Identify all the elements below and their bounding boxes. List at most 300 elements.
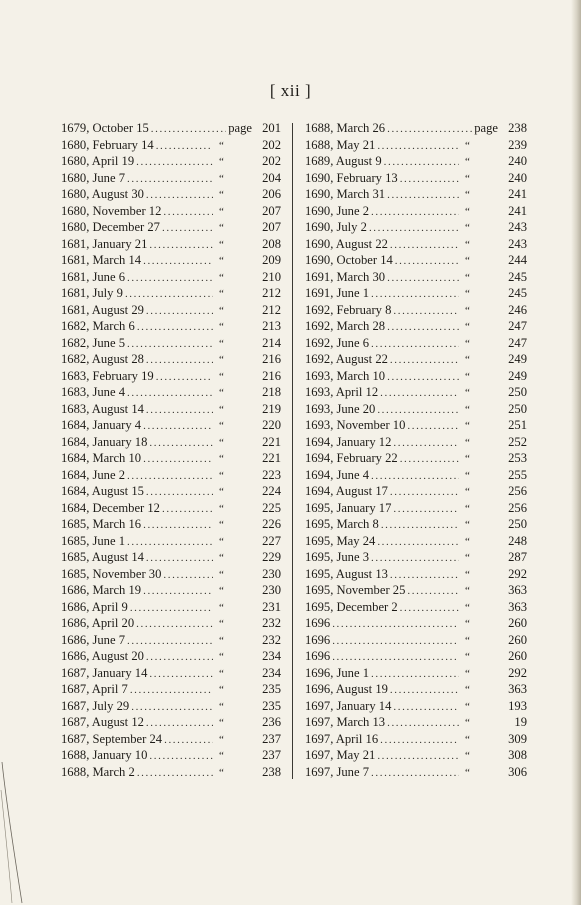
page-word: page <box>474 121 498 135</box>
entry-date: 1693, March 10 <box>305 368 386 383</box>
page-reference: 238 <box>508 121 527 135</box>
dot-leader <box>149 668 213 680</box>
page-reference: 235 <box>262 682 281 696</box>
entry-date: 1694, February 22 <box>305 451 398 465</box>
ditto-mark: “ <box>219 387 224 399</box>
dot-leader <box>127 387 213 399</box>
entry-date: 1688, January 10 <box>61 748 148 762</box>
page-reference: 363 <box>508 583 527 597</box>
index-entry <box>61 253 281 270</box>
dot-leader <box>163 206 213 218</box>
entry-date: 1685, November 30 <box>61 566 162 581</box>
page-reference: 247 <box>508 335 527 350</box>
page-reference: 206 <box>262 187 281 201</box>
dot-leader <box>407 585 459 597</box>
page-reference: 363 <box>508 682 527 696</box>
ditto-mark: “ <box>465 321 470 333</box>
index-entry <box>61 270 281 287</box>
page-reference: 232 <box>262 616 281 630</box>
index-entry <box>61 121 281 138</box>
index-entry <box>61 534 281 551</box>
index-entry <box>61 567 281 584</box>
dot-leader <box>371 338 459 350</box>
entry-date: 1686, June 7 <box>61 632 126 647</box>
ditto-mark: “ <box>465 733 470 746</box>
page-reference: 202 <box>262 137 281 152</box>
dot-leader <box>136 156 213 168</box>
ditto-mark: “ <box>465 205 470 218</box>
index-entry <box>61 748 281 765</box>
ditto-mark: “ <box>219 222 224 234</box>
dot-leader <box>384 156 459 168</box>
page-reference: 252 <box>508 434 527 449</box>
page-reference: 240 <box>508 154 527 168</box>
ditto-mark: “ <box>219 651 224 663</box>
page-reference: 204 <box>262 170 281 185</box>
dot-leader <box>390 684 459 696</box>
ditto-mark: “ <box>219 370 224 383</box>
entry-date: 1696, August 19 <box>305 682 388 696</box>
page-reference: 309 <box>508 731 527 746</box>
ditto-mark: “ <box>465 453 470 465</box>
ditto-mark: “ <box>465 189 470 201</box>
page-reference: 207 <box>262 220 281 234</box>
index-entry <box>61 187 281 204</box>
page-reference: 210 <box>262 269 281 284</box>
page-reference: 246 <box>508 302 527 317</box>
entry-date: 1697, June 7 <box>305 764 370 779</box>
dot-leader <box>137 321 213 333</box>
ditto-mark: “ <box>219 766 224 779</box>
index-entry <box>305 138 527 155</box>
page-reference: 248 <box>508 533 527 548</box>
index-entry <box>305 319 527 336</box>
ditto-mark: “ <box>465 568 470 581</box>
index-entry <box>61 204 281 221</box>
index-entry <box>305 253 527 270</box>
ditto-mark: “ <box>219 667 224 680</box>
ditto-mark: “ <box>465 651 470 663</box>
entry-date: 1696 <box>305 649 331 663</box>
dot-leader <box>164 734 213 746</box>
dot-leader <box>387 189 459 201</box>
ditto-mark: “ <box>219 271 224 284</box>
ditto-mark: “ <box>465 288 470 300</box>
page-reference: 218 <box>262 385 281 399</box>
entry-date: 1690, March 31 <box>305 187 386 201</box>
index-entry <box>305 336 527 353</box>
dot-leader <box>407 420 459 432</box>
page-reference: 260 <box>508 616 527 630</box>
dot-leader <box>377 536 459 548</box>
entry-date: 1692, August 22 <box>305 352 388 366</box>
dot-leader <box>332 635 459 647</box>
entry-date: 1682, March 6 <box>61 319 135 333</box>
ditto-mark: “ <box>219 172 224 185</box>
entry-date: 1686, August 20 <box>61 649 144 663</box>
ditto-mark: “ <box>465 337 470 350</box>
page-reference: 202 <box>262 154 281 168</box>
dot-leader <box>371 206 459 218</box>
ditto-mark: “ <box>465 502 470 515</box>
page-reference: 208 <box>262 236 281 251</box>
page-reference: 241 <box>508 187 527 201</box>
dot-leader <box>146 486 213 498</box>
entry-date: 1680, August 30 <box>61 187 144 201</box>
ditto-mark: “ <box>219 304 224 317</box>
page-reference: 253 <box>508 451 527 465</box>
ditto-mark: “ <box>465 667 470 680</box>
page-reference: 226 <box>262 517 281 531</box>
margin-pencil-mark <box>0 760 24 905</box>
ditto-mark: “ <box>465 634 470 647</box>
entry-date: 1690, August 22 <box>305 236 388 251</box>
entry-date: 1697, March 13 <box>305 715 386 729</box>
index-entry <box>305 303 527 320</box>
entry-date: 1680, December 27 <box>61 220 160 234</box>
index-entry <box>305 352 527 369</box>
entry-date: 1696, June 1 <box>305 665 370 680</box>
entry-date: 1689, August 9 <box>305 154 382 168</box>
ditto-mark: “ <box>219 535 224 548</box>
page-reference: 245 <box>508 269 527 284</box>
index-entry <box>61 517 281 534</box>
index-entry <box>305 666 527 683</box>
index-entry <box>61 633 281 650</box>
entry-date: 1696 <box>305 616 331 630</box>
ditto-mark: “ <box>219 453 224 465</box>
index-entry <box>305 121 527 138</box>
dot-leader <box>146 717 213 729</box>
index-entry <box>61 418 281 435</box>
entry-date: 1695, June 3 <box>305 550 370 564</box>
page-reference: 363 <box>508 599 527 614</box>
page-reference: 235 <box>262 698 281 713</box>
ditto-mark: “ <box>465 535 470 548</box>
dot-leader <box>390 239 459 251</box>
entry-date: 1691, June 1 <box>305 286 370 300</box>
dot-leader <box>377 140 459 152</box>
ditto-mark: “ <box>465 486 470 498</box>
ditto-mark: “ <box>465 585 470 597</box>
ditto-mark: “ <box>465 222 470 234</box>
dot-leader <box>136 618 213 630</box>
index-entry <box>305 732 527 749</box>
ditto-mark: “ <box>465 238 470 251</box>
dot-leader <box>393 437 459 449</box>
page-reference: 256 <box>508 484 527 498</box>
index-entry <box>305 402 527 419</box>
index-entry <box>305 534 527 551</box>
index-entry <box>305 567 527 584</box>
index-entry <box>305 286 527 303</box>
page-reference: 249 <box>508 352 527 366</box>
entry-date: 1687, April 7 <box>61 682 128 696</box>
index-entry <box>305 154 527 171</box>
entry-date: 1685, June 1 <box>61 533 126 548</box>
ditto-mark: “ <box>465 172 470 185</box>
index-entry <box>61 682 281 699</box>
date-index-table <box>0 121 581 781</box>
entry-date: 1686, April 9 <box>61 599 128 614</box>
entry-date: 1686, April 20 <box>61 616 135 630</box>
page-reference: 243 <box>508 220 527 234</box>
entry-date: 1681, January 21 <box>61 236 148 251</box>
index-entry <box>61 715 281 732</box>
dot-leader <box>371 552 459 564</box>
dot-leader <box>156 371 213 383</box>
dot-leader <box>162 222 213 234</box>
ditto-mark: “ <box>465 436 470 449</box>
index-entry <box>61 550 281 567</box>
index-entry <box>305 369 527 386</box>
right-column <box>305 121 527 781</box>
dot-leader <box>393 305 459 317</box>
page-word: page <box>228 121 252 135</box>
dot-leader <box>146 651 213 663</box>
index-entry <box>305 418 527 435</box>
dot-leader <box>156 140 213 152</box>
dot-leader <box>390 354 459 366</box>
index-entry <box>305 220 527 237</box>
page-reference: 237 <box>262 731 281 746</box>
ditto-mark: “ <box>219 717 224 729</box>
entry-date: 1690, July 2 <box>305 220 367 234</box>
page-reference: 256 <box>508 500 527 515</box>
entry-date: 1697, April 16 <box>305 731 379 746</box>
index-entry <box>61 501 281 518</box>
page-reference: 221 <box>262 451 281 465</box>
entry-date: 1684, August 15 <box>61 484 144 498</box>
index-entry <box>61 237 281 254</box>
entry-date: 1693, November 10 <box>305 418 406 432</box>
index-entry <box>61 666 281 683</box>
entry-date: 1691, March 30 <box>305 269 386 284</box>
page-reference: 260 <box>508 649 527 663</box>
ditto-mark: “ <box>465 420 470 432</box>
ditto-mark: “ <box>465 304 470 317</box>
page-reference: 224 <box>262 484 281 498</box>
dot-leader <box>127 338 213 350</box>
dot-leader <box>395 255 459 267</box>
dot-leader <box>371 767 459 779</box>
page-reference: 230 <box>262 566 281 581</box>
entry-date: 1690, October 14 <box>305 253 393 267</box>
ditto-mark: “ <box>219 420 224 432</box>
entry-date: 1681, March 14 <box>61 253 142 267</box>
entry-date: 1697, January 14 <box>305 698 392 713</box>
ditto-mark: “ <box>219 288 224 300</box>
dot-leader <box>377 750 459 762</box>
column-divider <box>292 123 293 779</box>
entry-date: 1692, March 28 <box>305 319 386 333</box>
page-reference: 292 <box>508 566 527 581</box>
entry-date: 1681, July 9 <box>61 286 123 300</box>
page-reference: 234 <box>262 649 281 663</box>
dot-leader <box>151 123 226 135</box>
dot-leader <box>371 288 459 300</box>
dot-leader <box>127 173 213 185</box>
index-entry <box>61 402 281 419</box>
page-reference: 238 <box>262 764 281 779</box>
index-entry <box>305 501 527 518</box>
page-reference: 230 <box>262 583 281 597</box>
index-entry <box>61 699 281 716</box>
index-entry <box>61 385 281 402</box>
index-entry <box>61 336 281 353</box>
index-entry <box>61 732 281 749</box>
page-reference: 216 <box>262 368 281 383</box>
ditto-mark: “ <box>465 255 470 267</box>
dot-leader <box>390 486 459 498</box>
page-reference: 241 <box>508 203 527 218</box>
index-entry <box>61 484 281 501</box>
page-reference: 231 <box>262 599 281 614</box>
index-entry <box>61 451 281 468</box>
ditto-mark: “ <box>219 502 224 515</box>
entry-date: 1696 <box>305 632 331 647</box>
dot-leader <box>332 651 459 663</box>
index-entry <box>61 286 281 303</box>
entry-date: 1692, February 8 <box>305 302 392 317</box>
dot-leader <box>137 767 213 779</box>
index-entry <box>305 385 527 402</box>
dot-leader <box>146 354 213 366</box>
ditto-mark: “ <box>219 486 224 498</box>
page-reference: 227 <box>262 533 281 548</box>
page-reference: 245 <box>508 286 527 300</box>
dot-leader <box>146 404 213 416</box>
ditto-mark: “ <box>219 321 224 333</box>
entry-date: 1684, December 12 <box>61 500 160 515</box>
ditto-mark: “ <box>219 684 224 696</box>
index-entry <box>305 270 527 287</box>
entry-date: 1685, August 14 <box>61 550 144 564</box>
entry-date: 1687, January 14 <box>61 665 148 680</box>
dot-leader <box>130 684 213 696</box>
page-reference: 306 <box>508 764 527 779</box>
dot-leader <box>131 701 213 713</box>
index-entry <box>61 435 281 452</box>
ditto-mark: “ <box>465 601 470 614</box>
index-entry <box>61 352 281 369</box>
index-entry <box>61 649 281 666</box>
dot-leader <box>125 288 213 300</box>
left-column <box>61 121 281 781</box>
page-reference: 239 <box>508 137 527 152</box>
index-entry <box>61 583 281 600</box>
entry-date: 1687, August 12 <box>61 715 144 729</box>
page-reference: 225 <box>262 500 281 515</box>
dot-leader <box>387 321 459 333</box>
page-reference: 244 <box>508 253 527 267</box>
entry-date: 1683, February 19 <box>61 368 154 383</box>
index-entry <box>61 369 281 386</box>
page-reference: 247 <box>508 319 527 333</box>
entry-date: 1679, October 15 <box>61 121 149 135</box>
index-entry <box>305 699 527 716</box>
dot-leader <box>387 371 459 383</box>
entry-date: 1688, May 21 <box>305 137 376 152</box>
entry-date: 1687, September 24 <box>61 731 163 746</box>
dot-leader <box>143 420 213 432</box>
page-reference: 213 <box>262 319 281 333</box>
ditto-mark: “ <box>465 387 470 399</box>
index-entry <box>61 171 281 188</box>
index-entry <box>61 154 281 171</box>
ditto-mark: “ <box>219 238 224 251</box>
dot-leader <box>149 239 213 251</box>
page-reference: 260 <box>508 632 527 647</box>
index-entry <box>305 715 527 732</box>
page-reference: 201 <box>262 121 281 135</box>
ditto-mark: “ <box>219 255 224 267</box>
page-reference: 250 <box>508 401 527 416</box>
dot-leader <box>387 717 459 729</box>
entry-date: 1697, May 21 <box>305 748 376 762</box>
dot-leader <box>163 569 213 581</box>
entry-date: 1684, January 4 <box>61 418 142 432</box>
entry-date: 1695, January 17 <box>305 500 392 515</box>
index-entry <box>305 550 527 567</box>
ditto-mark: “ <box>465 766 470 779</box>
ditto-mark: “ <box>219 156 224 168</box>
dot-leader <box>143 453 213 465</box>
dot-leader <box>146 305 213 317</box>
page-reference: 232 <box>262 632 281 647</box>
ditto-mark: “ <box>219 205 224 218</box>
index-entry <box>61 600 281 617</box>
page-reference: 249 <box>508 368 527 383</box>
page-reference: 214 <box>262 335 281 350</box>
page-reference: 250 <box>508 517 527 531</box>
ditto-mark: “ <box>465 717 470 729</box>
dot-leader <box>127 470 213 482</box>
ditto-mark: “ <box>465 700 470 713</box>
ditto-mark: “ <box>219 436 224 449</box>
page-reference: 219 <box>262 401 281 416</box>
page-reference: 292 <box>508 665 527 680</box>
dot-leader <box>371 470 459 482</box>
ditto-mark: “ <box>219 585 224 597</box>
page-reference: 221 <box>262 434 281 449</box>
dot-leader <box>146 189 213 201</box>
index-entry <box>305 517 527 534</box>
index-entry <box>305 633 527 650</box>
dot-leader <box>127 536 213 548</box>
entry-date: 1681, June 6 <box>61 269 126 284</box>
dot-leader <box>380 734 459 746</box>
page-reference: 287 <box>508 550 527 564</box>
index-entry <box>305 171 527 188</box>
page-reference: 229 <box>262 550 281 564</box>
ditto-mark: “ <box>465 156 470 168</box>
ditto-mark: “ <box>219 552 224 564</box>
index-entry <box>305 484 527 501</box>
entry-date: 1688, March 26 <box>305 121 386 135</box>
ditto-mark: “ <box>219 354 224 366</box>
page-reference: 236 <box>262 715 281 729</box>
index-entry <box>61 220 281 237</box>
ditto-mark: “ <box>219 469 224 482</box>
entry-date: 1685, March 16 <box>61 517 142 531</box>
dot-leader <box>381 519 459 531</box>
entry-date: 1688, March 2 <box>61 764 135 779</box>
entry-date: 1694, January 12 <box>305 434 392 449</box>
ditto-mark: “ <box>465 370 470 383</box>
index-entry <box>61 468 281 485</box>
page-reference: 308 <box>508 748 527 762</box>
